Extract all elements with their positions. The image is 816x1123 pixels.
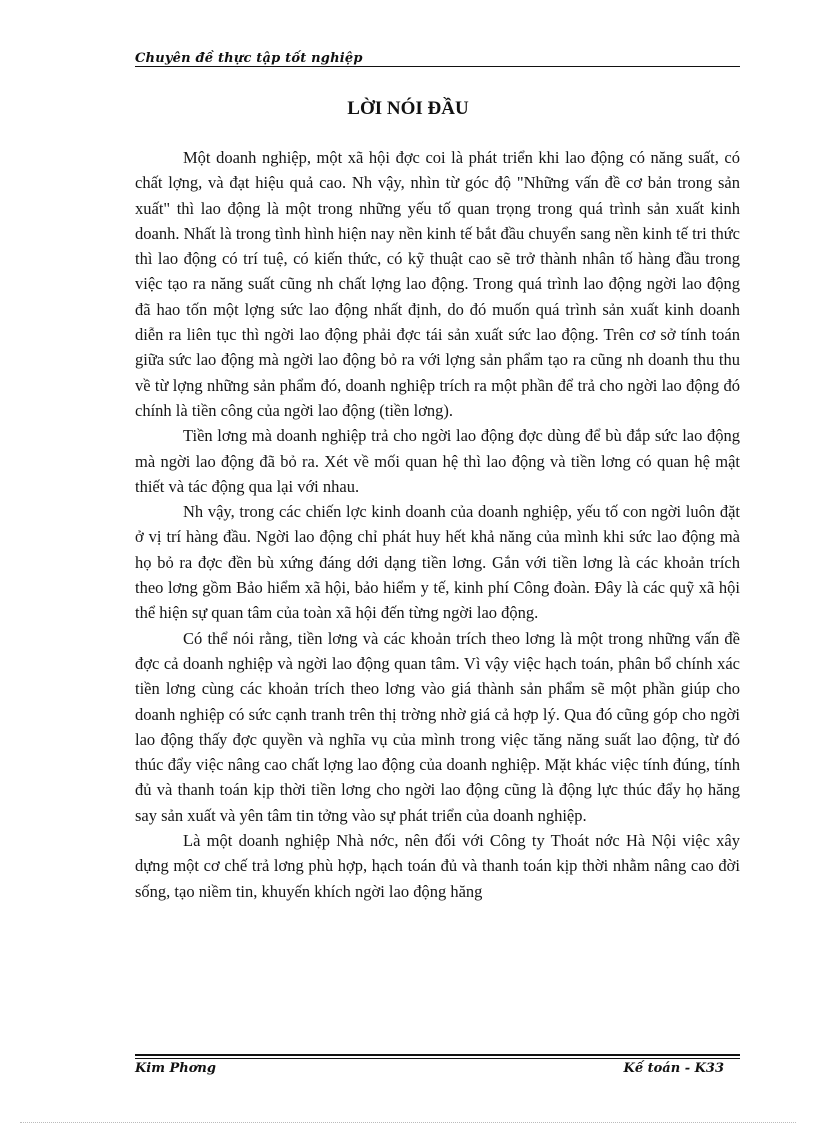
- footer-author: Kim Phơng: [135, 1061, 216, 1076]
- body-paragraph-2: Tiền lơng mà doanh nghiệp trả cho ngời lao động đợc dùng để bù đắp sức lao động mà ngời lao động đã bỏ ra. Xét về mối quan hệ thì lao động và tiền lơng có quan hệ mật thiết và tác động qua lại với nhau.: [135, 426, 740, 496]
- footer-rule-thin: [135, 1058, 740, 1059]
- body-paragraph-1: Một doanh nghiệp, một xã hội đợc coi là phát triển khi lao động có năng suất, có chất lợng, và đạt hiệu quả cao. Nh vậy, nhìn từ góc độ "Những vấn đề cơ bản trong sản xuất" thì lao động là một trong những yếu tố quan trọng trong quá trình sản xuất kinh doanh. Nhất là trong tình hình hiện nay nền kinh tế bắt đầu chuyển sang nền kinh tế tri thức thì lao động có trí tuệ, có kiến thức, có kỹ thuật cao sẽ trở thành nhân tố hàng đầu trong việc tạo ra năng suất cũng nh chất lợng lao động. Trong quá trình lao động ngời lao động đã hao tốn một lợng sức lao động nhất định, do đó muốn quá trình sản xuất kinh doanh diễn ra liên tục thì ngời lao động phải đợc tái sản xuất sức lao động. Trên cơ sở tính toán giữa sức lao động mà ngời lao động bỏ ra với lợng sản phẩm tạo ra cũng nh doanh thu thu về từ lợng những sản phẩm đó, doanh nghiệp trích ra một phần để trả cho ngời lao động đó chính là tiền công của ngời lao động (tiền lơng).: [135, 148, 740, 420]
- running-header: Chuyên đề thực tập tốt nghiệp: [135, 51, 363, 66]
- footer-rule: [135, 1054, 740, 1056]
- body-paragraph-5: Là một doanh nghiệp Nhà nớc, nên đối với Công ty Thoát nớc Hà Nội việc xây dựng một cơ chế trả lơng phù hợp, hạch toán đủ và thanh toán kịp thời nhằm nâng cao đời sống, tạo niềm tin, khuyến khích ngời lao động hăng: [135, 831, 740, 901]
- document-body: [135, 145, 740, 904]
- document-title: LỜI NÓI ĐẦU: [347, 98, 469, 119]
- header-rule: [135, 66, 740, 67]
- footer-class: Kế toán - K33: [623, 1061, 724, 1076]
- body-paragraph-3: Nh vậy, trong các chiến lợc kinh doanh của doanh nghiệp, yếu tố con ngời luôn đặt ở vị trí hàng đầu. Ngời lao động chỉ phát huy hết khả năng của mình khi sức lao động mà họ bỏ ra đợc đền bù xứng đáng dới dạng tiền lơng. Gắn với tiền lơng là các khoản trích theo lơng gồm Bảo hiểm xã hội, bảo hiểm y tế, kinh phí Công đoàn. Đây là các quỹ xã hội thể hiện sự quan tâm của toàn xã hội đến từng ngời lao động.: [135, 502, 740, 623]
- body-paragraph-4: Có thể nói rằng, tiền lơng và các khoản trích theo lơng là một trong những vấn đề đợc cả doanh nghiệp và ngời lao động quan tâm. Vì vậy việc hạch toán, phân bổ chính xác tiền lơng cùng các khoản trích theo lơng vào giá thành sản phẩm sẽ một phần giúp cho doanh nghiệp có sức cạnh tranh trên thị trờng nhờ giá cả hợp lý. Qua đó cũng góp cho ngời lao động thấy đợc quyền và nghĩa vụ của mình trong việc tăng năng suất lao động, từ đó thúc đẩy việc nâng cao chất lợng lao động của doanh nghiệp. Mặt khác việc tính đúng, tính đủ và thanh toán kịp thời tiền lơng cho ngời lao động cũng là động lực thúc đẩy họ hăng say sản xuất và yên tâm tin tởng vào sự phát triển của doanh nghiệp.: [135, 628, 740, 825]
